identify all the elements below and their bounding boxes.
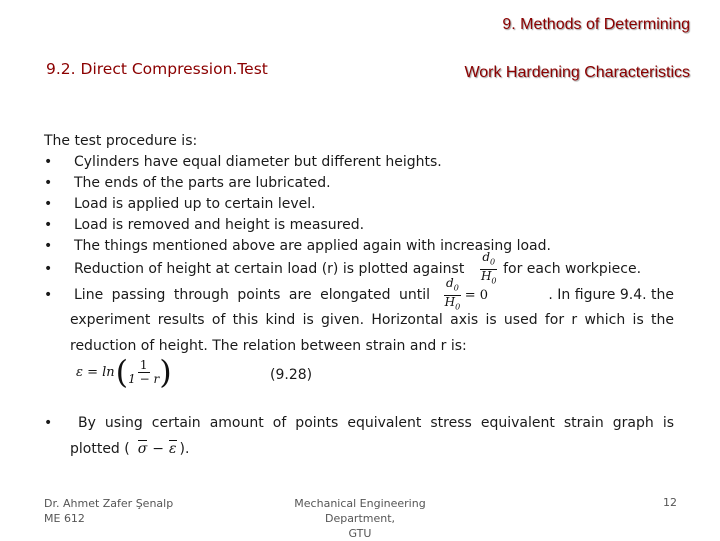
- header-title-line2: Work Hardening Characteristics: [464, 64, 690, 81]
- list-item-continuation: [70, 434, 189, 464]
- section-title: 9.2. Direct Compression.Test: [46, 60, 268, 78]
- d0-over-h0-fraction: $\frac{d_0}{H_0}$: [480, 250, 497, 285]
- epsilon-bar: ε: [169, 441, 177, 457]
- list-item: [44, 154, 442, 170]
- one-over-one-minus-r: $\frac{1}{1 - r}$: [128, 357, 160, 386]
- list-item-text: The things mentioned above are applied again with increasing load.: [74, 238, 551, 254]
- page-number: 12: [663, 496, 677, 509]
- list-item-text: By using certain amount of points equivalent stress equivalent strain graph is: [78, 415, 674, 431]
- dash: −: [152, 441, 165, 457]
- bullet-marker: •: [44, 287, 53, 303]
- institution-name: GTU: [348, 527, 372, 540]
- strain-equation: ε = ln ( $\frac{1}{1 - r}$ ): [76, 353, 172, 391]
- sigma-bar: σ: [137, 441, 148, 457]
- list-item: [44, 217, 364, 233]
- intro-text: The test procedure is:: [44, 133, 198, 149]
- header-title-line1: 9. Methods of Determining: [502, 16, 690, 33]
- bullet-marker: •: [44, 238, 53, 254]
- bullet-marker: •: [44, 154, 53, 170]
- course-code: ME 612: [44, 512, 85, 525]
- list-item-text: Line passing through points are elongated until: [74, 287, 430, 303]
- list-item-text: Load is applied up to certain level.: [74, 196, 316, 212]
- list-item-text: Cylinders have equal diameter but different heights.: [74, 154, 442, 170]
- bullet-marker: •: [44, 217, 53, 233]
- equals-zero: = 0: [464, 287, 489, 303]
- bullet-marker: •: [44, 261, 53, 277]
- equation-number: (9.28): [270, 367, 313, 383]
- list-item-continuation: experiment results of this kind is given. Horizontal axis is used for r which is the: [70, 312, 674, 328]
- list-item-text: Load is removed and height is measured.: [74, 217, 365, 233]
- strain-lhs: ε = ln: [76, 364, 115, 380]
- list-item-continuation: reduction of height. The relation between strain and r is:: [70, 338, 467, 354]
- list-item-text-end: . In figure 9.4. the: [548, 287, 674, 303]
- footer-department: [260, 496, 460, 541]
- list-item: [44, 175, 331, 191]
- list-item-text: Reduction of height at certain load (r) is plotted against: [74, 261, 465, 277]
- bullet-marker: •: [44, 175, 53, 191]
- d0-over-h0-zero-fraction: $\frac{d_0}{H_0}$: [444, 276, 461, 311]
- list-item-text: The ends of the parts are lubricated.: [74, 175, 331, 191]
- list-item-text: plotted (: [70, 441, 130, 457]
- bullet-marker: •: [44, 196, 53, 212]
- list-item-text-end: for each workpiece.: [503, 261, 642, 277]
- department-name: Mechanical Engineering Department,: [294, 497, 426, 525]
- list-item: [44, 196, 316, 212]
- bullet-marker: •: [44, 415, 53, 431]
- list-item-text-end: ).: [179, 441, 190, 457]
- list-item: [44, 415, 674, 431]
- list-item: [44, 278, 674, 312]
- author-name: Dr. Ahmet Zafer Şenalp: [44, 497, 174, 510]
- footer-author: [44, 496, 173, 526]
